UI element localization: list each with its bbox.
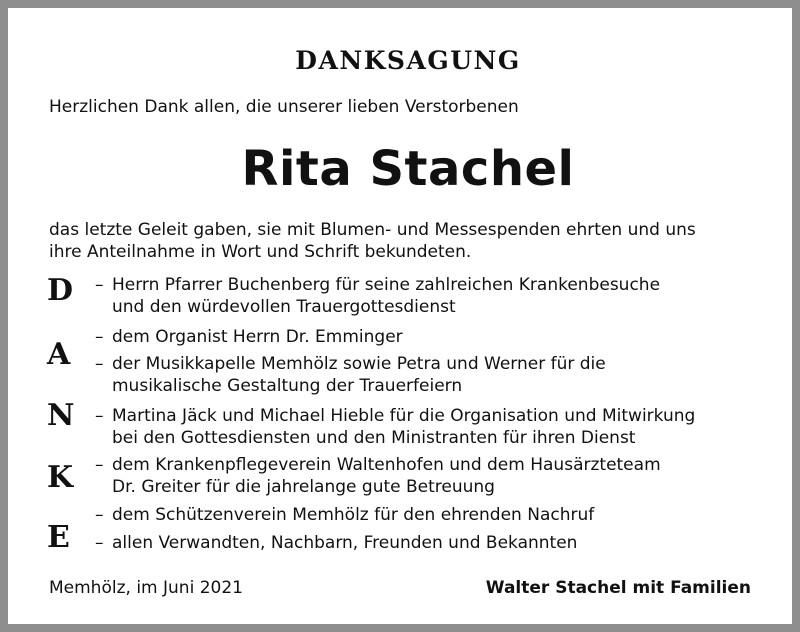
item-text-continued: Dr. Greiter für die jahrelange gute Betreuung — [112, 477, 495, 497]
danke-letter-n: N — [47, 398, 75, 433]
item-dash: – — [95, 505, 104, 525]
intro-text: Herzlichen Dank allen, die unserer lieben Verstorbenen — [49, 97, 519, 117]
item-text: der Musikkapelle Memhölz sowie Petra und Werner für die — [112, 354, 606, 374]
item-text: Herrn Pfarrer Buchenberg für seine zahlreichen Krankenbesuche — [112, 275, 661, 295]
danke-letter-a: A — [47, 337, 71, 372]
place-date: Memhölz, im Juni 2021 — [49, 578, 243, 598]
danke-letter-k: K — [47, 460, 74, 495]
item-text-continued: bei den Gottesdiensten und den Ministranten für ihren Dienst — [112, 428, 636, 448]
thanks-item — [95, 274, 785, 318]
thanks-item — [95, 504, 785, 526]
item-text: dem Schützenverein Memhölz für den ehrenden Nachruf — [112, 505, 595, 525]
item-dash: – — [95, 406, 104, 426]
danke-letter-d: D — [47, 273, 74, 308]
item-text: Martina Jäck und Michael Hieble für die Organisation und Mitwirkung — [112, 406, 696, 426]
thanks-item — [95, 326, 785, 348]
thanks-item — [95, 353, 785, 397]
item-text-continued: und den würdevollen Trauergottesdienst — [112, 297, 456, 317]
danke-letter-e: E — [47, 520, 70, 555]
item-text: dem Krankenpflegeverein Waltenhofen und dem Hausärzteteam — [112, 455, 661, 475]
thanks-paragraph-line: ihre Anteilnahme in Wort und Schrift bekundeten. — [49, 242, 472, 262]
item-dash: – — [95, 327, 104, 347]
signature: Walter Stachel mit Familien — [485, 578, 751, 598]
item-text-continued: musikalische Gestaltung der Trauerfeiern — [112, 376, 463, 396]
thanks-paragraph-line: das letzte Geleit gaben, sie mit Blumen- und Messespenden ehrten und uns — [49, 220, 696, 240]
deceased-name: Rita Stachel — [241, 141, 575, 197]
item-dash: – — [95, 354, 104, 374]
notice-heading: DANKSAGUNG — [295, 46, 521, 75]
item-text: dem Organist Herrn Dr. Emminger — [112, 327, 403, 347]
item-dash: – — [95, 455, 104, 475]
item-dash: – — [95, 533, 104, 553]
thanks-item — [95, 454, 785, 498]
thanks-item — [95, 532, 785, 554]
thanks-item — [95, 405, 785, 449]
item-text: allen Verwandten, Nachbarn, Freunden und Bekannten — [112, 533, 578, 553]
thanks-paragraph — [49, 219, 773, 263]
item-dash: – — [95, 275, 104, 295]
